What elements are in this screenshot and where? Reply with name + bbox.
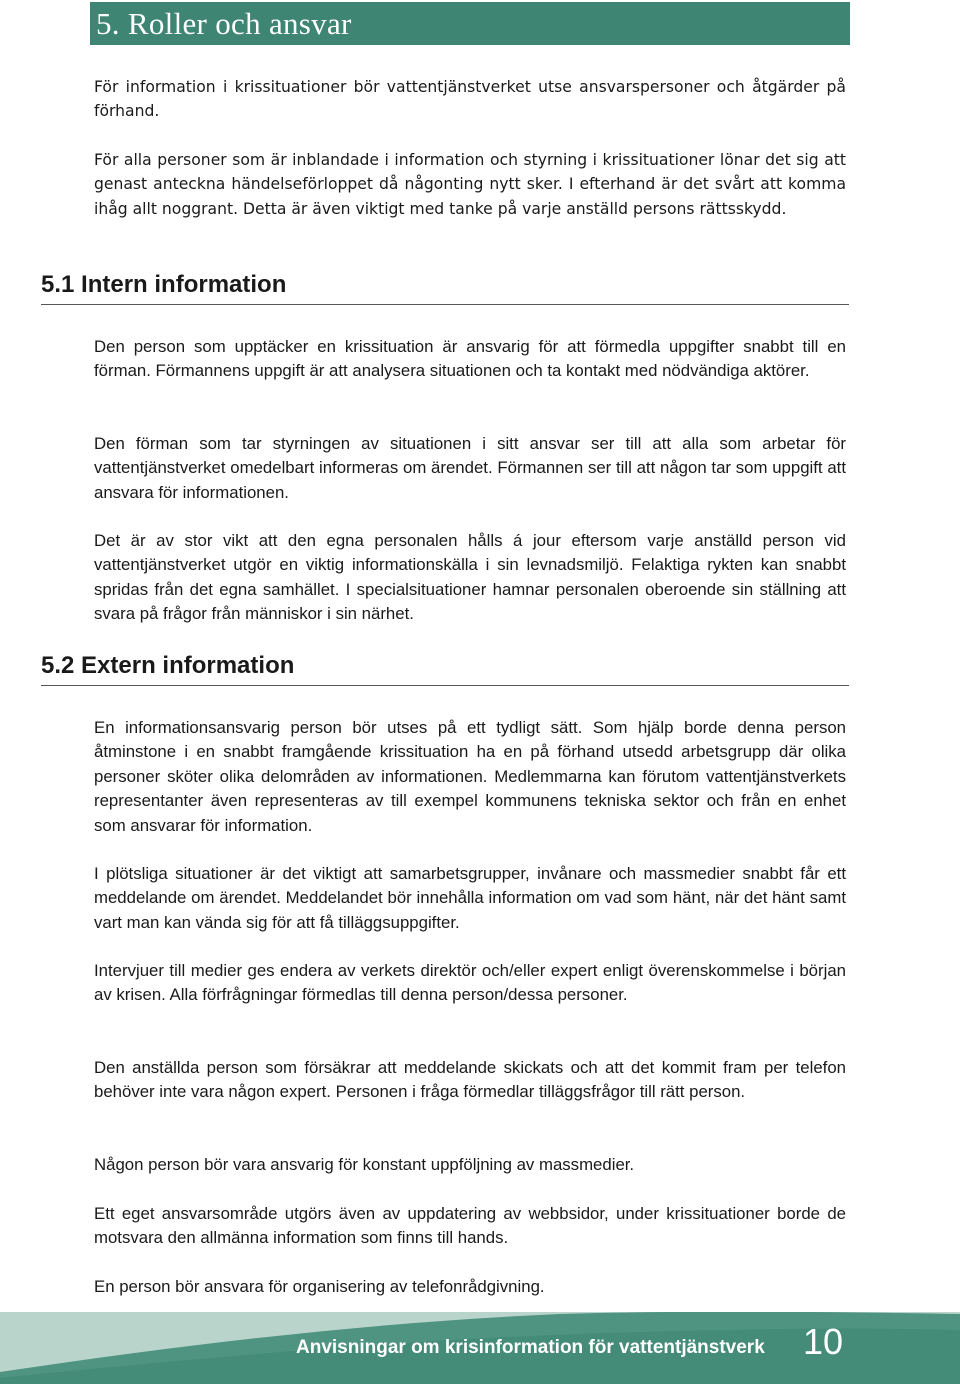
external-paragraph-3: Intervjuer till medier ges endera av verkets direktör och/eller expert enligt överenskommelse i början av krisen. Alla förfrågningar förmedlas till denna person/dessa personer. xyxy=(94,961,846,1005)
external-paragraph-2: I plötsliga situationer är det viktigt att samarbetsgrupper, invånare och massmedier snabbt får ett meddelande om ärendet. Meddelandet bör innehålla information om vad som hänt, när det hänt samt vart man kan vända sig för att få tilläggsuppgifter. xyxy=(94,864,846,932)
section-heading-external: 5.2 Extern information xyxy=(41,651,849,686)
chapter-title-bar xyxy=(90,2,850,45)
external-paragraph-5: Någon person bör vara ansvarig för konstant uppföljning av massmedier. xyxy=(94,1155,635,1174)
external-paragraph-1: En informationsansvarig person bör utses på ett tydligt sätt. Som hjälp borde denna person åtminstone i en snabbt framgående krissituation ha en på förhand utsedd arbetsgrupp där olika personer sköter olika delområden av informationen. Medlemmarna kan förutom vattentjänstverkets representanter även representeras av till exempel kommunens tekniska sektor och från en enhet som ansvarar för information. xyxy=(94,718,846,835)
internal-paragraph-1: Den person som upptäcker en krissituation är ansvarig för att förmedla uppgifter snabbt till en förman. Förmannens uppgift är att analysera situationen och ta kontakt med nödvändiga aktörer. xyxy=(94,337,846,381)
external-paragraph-6: Ett eget ansvarsområde utgörs även av uppdatering av webbsidor, under krissituationer borde de motsvara den allmänna information som finns till hands. xyxy=(94,1204,846,1248)
section-heading-internal: 5.1 Intern information xyxy=(41,270,849,305)
internal-paragraph-3: Det är av stor vikt att den egna personalen hålls á jour eftersom varje anställd person vid vattentjänstverket utgör en viktig informationskälla i sin levnadsmiljö. Felaktiga rykten kan snabbt spridas från det egna samhället. I specialsituationer hamnar personalen oberoende sin ställning att svara på frågor från människor i sin närhet. xyxy=(94,531,846,624)
intro-paragraph-1: För information i krissituationer bör vattentjänstverket utse ansvarspersoner och åtgärder på förhand. xyxy=(94,78,846,121)
intro-paragraph-2: För alla personer som är inblandade i information och styrning i krissituationer lönar det sig att genast anteckna händelseförloppet då någonting nytt sker. I efterhand är det svårt att komma ihåg allt noggrant. Detta är även viktigt med tanke på varje anställd persons rättsskydd. xyxy=(94,151,846,218)
external-paragraph-7: En person bör ansvara för organisering av telefonrådgivning. xyxy=(94,1277,545,1296)
internal-paragraph-2: Den förman som tar styrningen av situationen i sitt ansvar ser till att alla som arbetar för vattentjänstverket omedelbart informeras om ärendet. Förmannen ser till att någon tar som uppgift att ansvara för informationen. xyxy=(94,434,846,502)
page-number: 10 xyxy=(803,1321,844,1362)
external-paragraph-4: Den anställda person som försäkrar att meddelande skickats och att det kommit fram per telefon behöver inte vara någon expert. Personen i fråga förmedlar tilläggsfrågor till rätt person. xyxy=(94,1058,846,1102)
chapter-title: 5. Roller och ansvar xyxy=(96,6,352,41)
footer-document-title: Anvisningar om krisinformation för vattentjänstverk xyxy=(296,1337,765,1358)
